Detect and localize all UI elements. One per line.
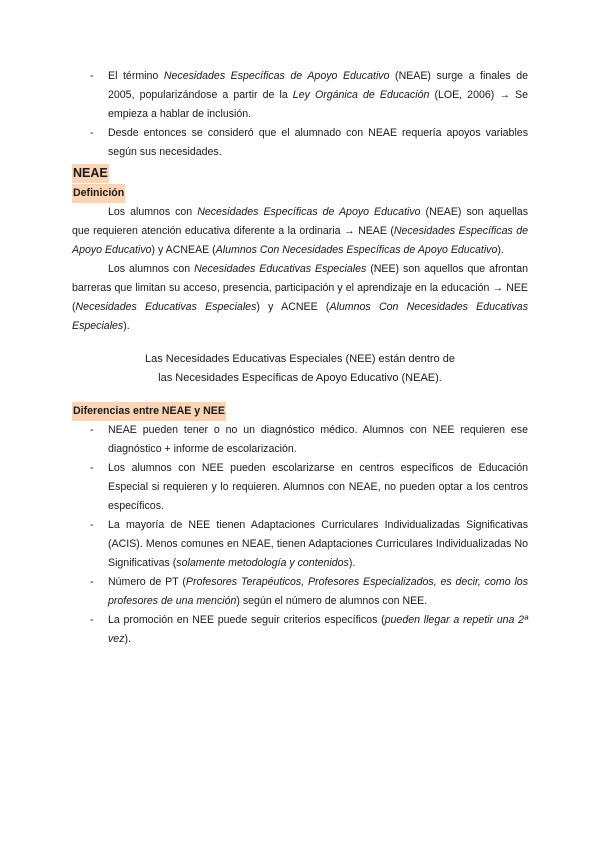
italic-text-segment: Necesidades Educativas Especiales [75, 301, 257, 313]
quote-line-2: las Necesidades Específicas de Apoyo Educativo (NEAE). [158, 372, 442, 384]
italic-text-segment: Ley Orgánica de Educación [292, 89, 430, 101]
text-segment: El término [108, 70, 164, 82]
text-segment: La mayoría de NEE tienen Adaptaciones Curriculares Individualizadas Significativas (ACIS). Menos comunes en NEAE, tienen Adaptaciones Curriculares Individualizadas No Significativas ( [108, 519, 528, 569]
difference-item-4 [72, 573, 528, 611]
intro-item-1 [72, 67, 528, 124]
text-segment: Los alumnos con NEE pueden escolarizarse en centros específicos de Educación Especial si requieren y lo requieren. Alumnos con NEAE, no pueden optar a los centros específicos. [108, 462, 528, 512]
text-segment: (NEE) son aquellos que afrontan barreras que limitan su acceso, presencia, participación y el aprendizaje en la educación → NEE ( [72, 263, 528, 313]
italic-text-segment: Necesidades Específicas de Apoyo Educativo [72, 225, 528, 256]
italic-text-segment: Profesores Terapéuticos, Profesores Especializados, es decir, como los profesores de una mención [108, 576, 528, 607]
text-segment: (NEAE) surge a finales de 2005, popularizándose a partir de la [108, 70, 529, 101]
text-segment: ). [348, 557, 356, 569]
definition-heading: Definición [72, 184, 125, 203]
difference-item-3 [72, 516, 528, 573]
italic-text-segment: pueden llegar a repetir una 2ª vez [108, 614, 528, 645]
text-segment: Los alumnos con [108, 263, 195, 275]
text-segment: ) y ACNEE ( [256, 301, 330, 313]
text-segment: La promoción en NEE puede seguir criterios específicos ( [108, 614, 385, 626]
section-title: NEAE [72, 164, 109, 183]
text-segment: Los alumnos con [108, 206, 198, 218]
text-segment: ) según el número de alumnos con NEE. [236, 595, 428, 607]
text-segment: NEAE pueden tener o no un diagnóstico médico. Alumnos con NEE requieren ese diagnóstico + informe de escolarización. [108, 424, 528, 455]
text-segment: ). [123, 320, 130, 332]
text-segment: ). [124, 633, 131, 645]
italic-text-segment: Necesidades Específicas de Apoyo Educativo [197, 206, 421, 218]
text-segment: (NEAE) son aquellas que requieren atención educativa diferente a la ordinaria → NEAE ( [72, 206, 528, 237]
italic-text-segment: solamente metodología y contenidos [176, 557, 349, 569]
definition-paragraph-neae [72, 203, 528, 260]
intro-list [72, 67, 528, 162]
text-segment: ). [497, 244, 504, 256]
difference-item-1 [72, 421, 528, 459]
text-segment: (LOE, 2006) → Se empieza a hablar de inclusión. [108, 89, 528, 120]
summary-quote [72, 350, 528, 388]
difference-item-5 [72, 611, 528, 649]
definition-paragraph-nee [72, 260, 528, 336]
text-segment: ) y ACNEAE ( [151, 244, 216, 256]
italic-text-segment: Alumnos Con Necesidades Educativas Especiales [72, 301, 528, 332]
italic-text-segment: Necesidades Educativas Especiales [194, 263, 367, 275]
difference-item-2 [72, 459, 528, 516]
page-content [72, 67, 528, 649]
intro-item-2 [72, 124, 528, 162]
differences-list [72, 421, 528, 649]
differences-heading: Diferencias entre NEAE y NEE [72, 402, 226, 421]
quote-line-1: Las Necesidades Educativas Especiales (NEE) están dentro de [144, 353, 455, 365]
italic-text-segment: Alumnos Con Necesidades Específicas de Apoyo Educativo [215, 244, 498, 256]
text-segment: Desde entonces se consideró que el alumnado con NEAE requería apoyos variables según sus necesidades. [108, 127, 528, 158]
text-segment: Número de PT ( [108, 576, 186, 588]
italic-text-segment: Necesidades Específicas de Apoyo Educativo [163, 70, 390, 82]
